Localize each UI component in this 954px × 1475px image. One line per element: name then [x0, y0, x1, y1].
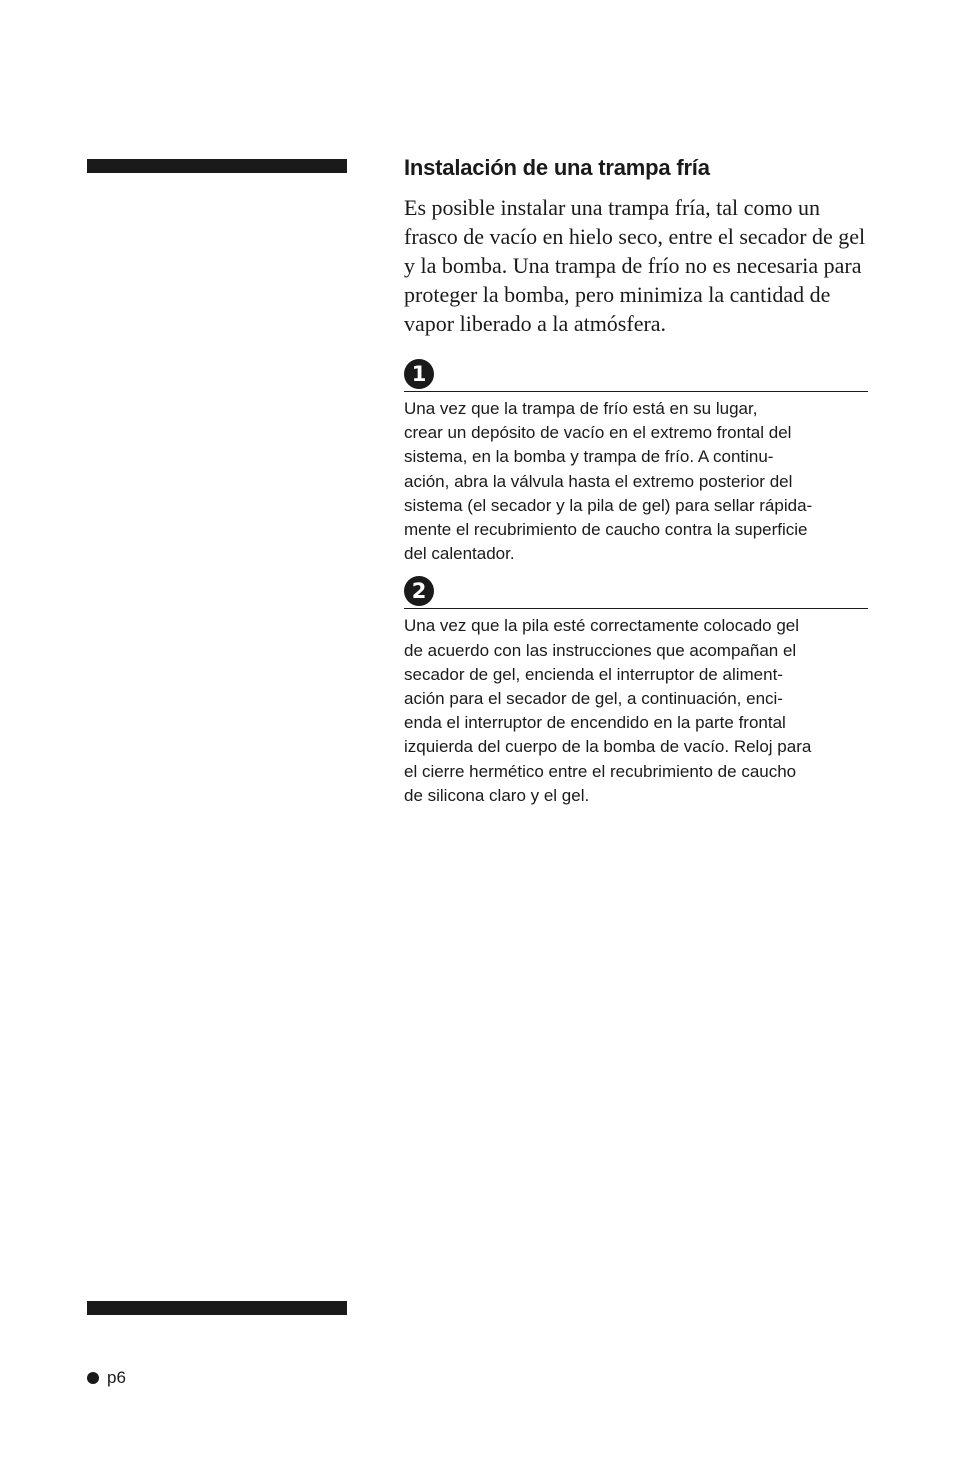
bottom-rule-bar — [87, 1301, 347, 1315]
step-1 — [404, 359, 868, 566]
main-content — [404, 155, 868, 808]
step-number-2: 2 — [404, 576, 434, 606]
step-divider — [404, 391, 868, 392]
bullet-icon — [87, 1372, 99, 1384]
section-heading: Instalación de una trampa fría — [404, 155, 710, 180]
page-footer — [87, 1368, 126, 1388]
page-number: p6 — [107, 1368, 126, 1387]
step-number-1: 1 — [404, 359, 434, 389]
step-2-text: Una vez que la pila esté correctamente colocado gel de acuerdo con las instrucciones que acompañan el secador de gel, encienda el interruptor de aliment- ación para el secador de gel, a continuación, enci- enda el interruptor de encendido en la parte frontal izquierda del cuerpo de la bomba de vacío. Reloj para el cierre hermético entre el recubrimiento de caucho de silicona claro y el gel. — [404, 616, 812, 805]
step-divider — [404, 608, 868, 609]
step-1-text: Una vez que la trampa de frío está en su lugar, crear un depósito de vacío en el extremo frontal del sistema, en la bomba y trampa de frío. A continu- ación, abra la válvula hasta el extremo posterior del sistema (el secador y la pila de gel) para sellar rápida- mente el recubrimiento de caucho contra la superficie del calentador. — [404, 399, 813, 564]
step-2 — [404, 576, 868, 808]
top-rule-bar — [87, 159, 347, 173]
intro-paragraph: Es posible instalar una trampa fría, tal como un frasco de vacío en hielo seco, entre el secador de gel y la bomba. Una trampa de frío no es necesaria para proteger la bomba, pero minimiza la cantidad de vapor liberado a la atmósfera. — [404, 195, 866, 336]
